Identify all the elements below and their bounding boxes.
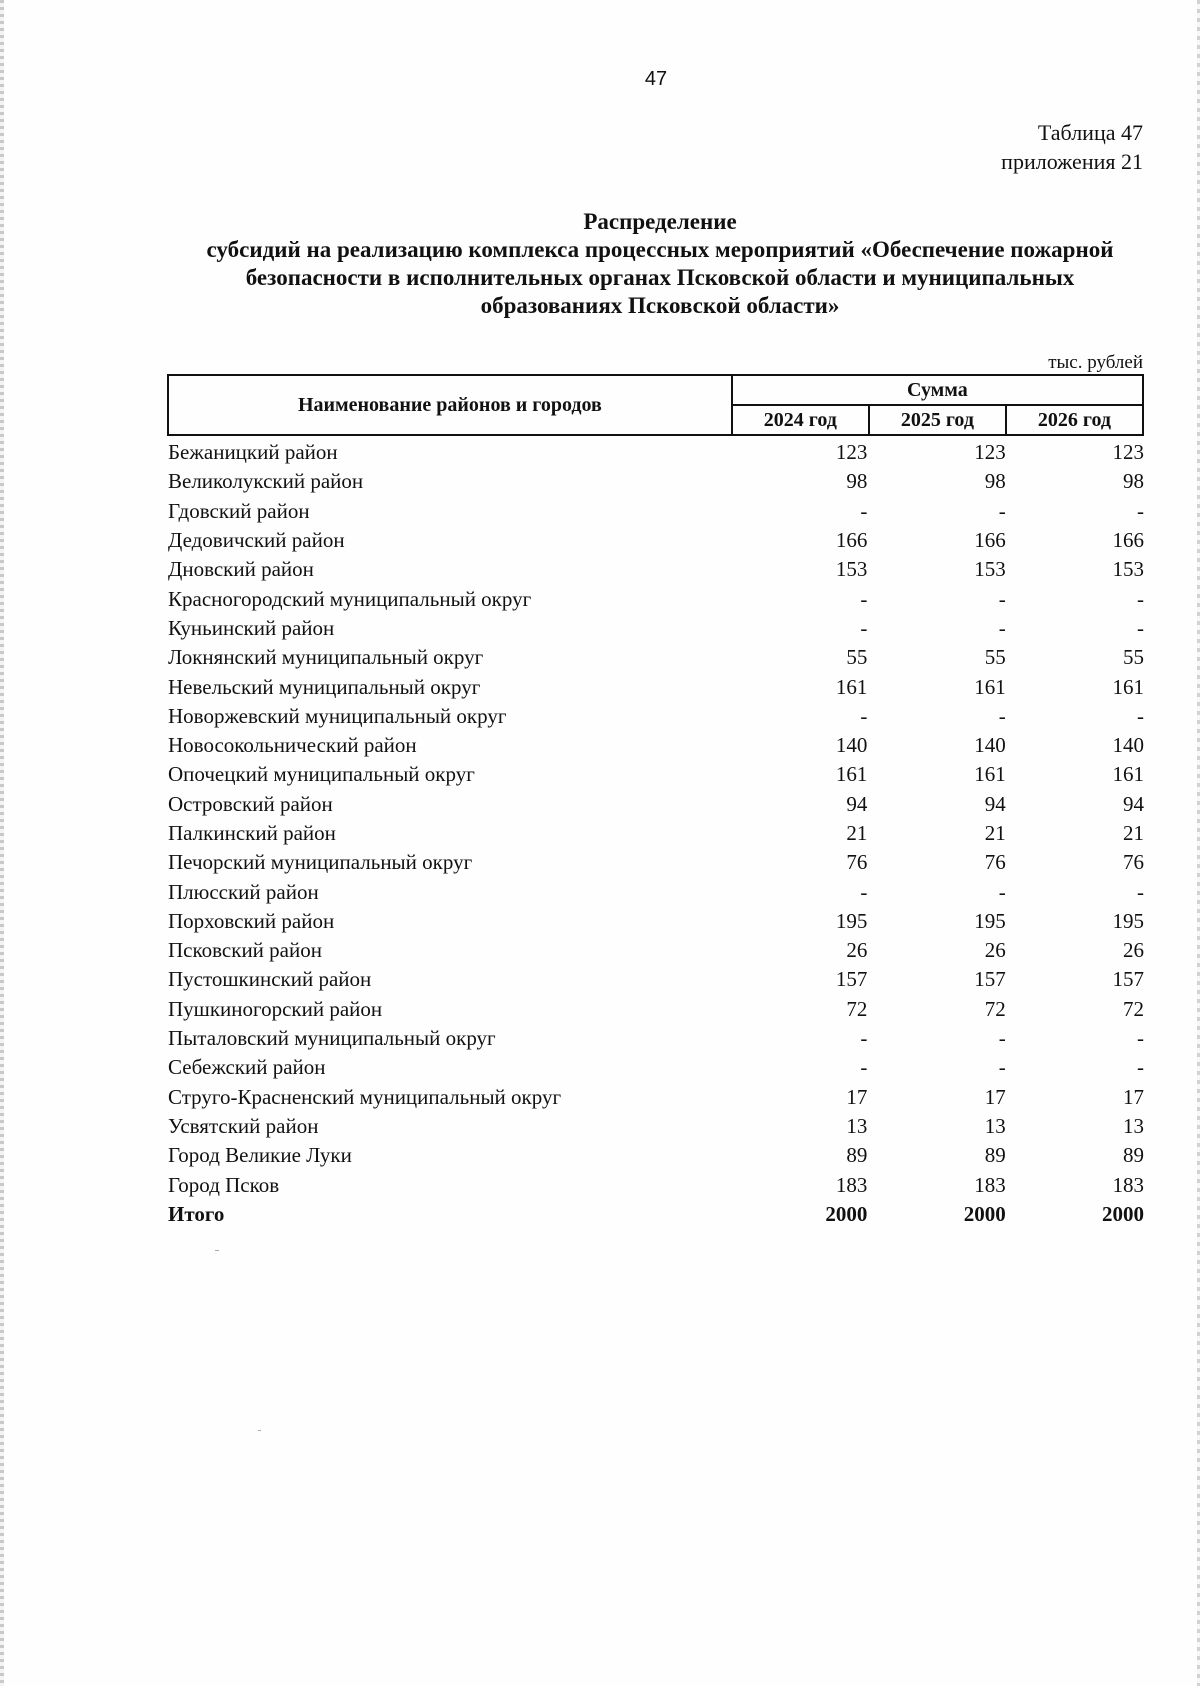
value-2025: - — [998, 1055, 1006, 1080]
district-name: Пыталовский муниципальный округ — [168, 1026, 496, 1051]
value-2024: 183 — [835, 1172, 868, 1197]
table-row — [168, 760, 1144, 789]
value-2024: 161 — [835, 762, 868, 787]
value-2025: 72 — [984, 996, 1006, 1021]
district-name: Гдовский район — [168, 498, 310, 523]
district-name: Струго-Красненский муниципальный округ — [168, 1084, 562, 1109]
value-2026: 183 — [1112, 1172, 1144, 1197]
table-row — [168, 1083, 1144, 1112]
district-name: Невельский муниципальный округ — [168, 674, 481, 699]
value-2026: 89 — [1123, 1143, 1144, 1168]
table-row — [168, 614, 1144, 643]
value-2024: - — [860, 615, 868, 640]
table-row — [168, 965, 1144, 994]
value-2025: 98 — [984, 469, 1006, 494]
table-header — [167, 374, 1144, 436]
table-row — [168, 848, 1144, 877]
value-2024: 161 — [835, 674, 868, 699]
value-2026: 17 — [1123, 1084, 1144, 1109]
value-2026: 98 — [1123, 469, 1144, 494]
table-row — [168, 438, 1144, 467]
value-2024: 140 — [835, 733, 868, 758]
table-row — [168, 555, 1144, 584]
table-row — [168, 1053, 1144, 1082]
table-ref-line-2: приложения 21 — [1001, 149, 1143, 174]
table-row — [168, 907, 1144, 936]
title-line-4: образованиях Псковской области» — [480, 293, 840, 318]
value-2026: 13 — [1123, 1113, 1144, 1138]
value-2025: 153 — [974, 557, 1006, 582]
value-2025: 89 — [984, 1143, 1006, 1168]
table-body — [168, 438, 1144, 1229]
value-2026: 140 — [1112, 733, 1144, 758]
table-row — [168, 790, 1144, 819]
value-2026: 123 — [1112, 440, 1144, 465]
value-2024: 166 — [835, 528, 868, 553]
value-2026: - — [1137, 1055, 1144, 1080]
value-2024: 17 — [846, 1084, 868, 1109]
value-2026: 21 — [1123, 821, 1144, 845]
value-2024: 195 — [835, 908, 868, 933]
value-2024: 72 — [846, 996, 868, 1021]
value-2026: 94 — [1123, 791, 1144, 816]
scan-speck — [258, 1430, 261, 1431]
district-name: Пушкиногорский район — [168, 996, 383, 1021]
district-name: Себежский район — [168, 1055, 326, 1080]
value-2025: 94 — [984, 791, 1006, 816]
value-2024: 153 — [835, 557, 868, 582]
district-name: Опочецкий муниципальный округ — [168, 762, 475, 787]
value-2026: 153 — [1112, 557, 1144, 582]
district-name: Пустошкинский район — [168, 967, 372, 992]
district-name: Порховский район — [168, 908, 335, 933]
district-name: Дновский район — [168, 557, 314, 582]
page-number: 47 — [644, 68, 668, 90]
title-line-1: Распределение — [583, 209, 737, 234]
value-2025: 26 — [984, 938, 1006, 963]
value-2024: 94 — [846, 791, 868, 816]
value-2025: 183 — [974, 1172, 1006, 1197]
scan-speck — [215, 1250, 219, 1251]
value-2025: 13 — [984, 1113, 1006, 1138]
total-row — [168, 1200, 1144, 1229]
value-2026: - — [1137, 586, 1144, 611]
district-name: Локнянский муниципальный округ — [168, 645, 484, 670]
district-name: Дедовичский район — [168, 528, 345, 553]
district-name: Великолукский район — [168, 469, 364, 494]
district-name: Островский район — [168, 791, 333, 816]
value-2024: - — [860, 1055, 868, 1080]
value-2024: 89 — [846, 1143, 868, 1168]
table-row — [168, 467, 1144, 496]
value-2025: 76 — [984, 850, 1006, 875]
value-2026: - — [1137, 615, 1144, 640]
value-2024: 26 — [846, 938, 868, 963]
district-name: Новоржевский муниципальный округ — [168, 703, 507, 728]
scan-edge-left — [0, 0, 4, 1686]
table-row — [168, 1024, 1144, 1053]
value-2026: - — [1137, 879, 1144, 904]
value-2025: 17 — [984, 1084, 1006, 1109]
value-2025: 123 — [974, 440, 1006, 465]
title-line-3: безопасности в исполнительных органах Псковской области и муниципальных — [245, 265, 1075, 290]
value-2025: - — [998, 615, 1006, 640]
value-2024: 157 — [835, 967, 868, 992]
value-2025: 166 — [974, 528, 1006, 553]
value-2026: 161 — [1112, 674, 1144, 699]
table-row — [168, 584, 1144, 613]
value-2025: 140 — [974, 733, 1006, 758]
table-row — [168, 1141, 1144, 1170]
value-2024: 123 — [835, 440, 868, 465]
value-2024: 13 — [846, 1113, 868, 1138]
district-name: Палкинский район — [168, 821, 336, 845]
value-2025: - — [998, 586, 1006, 611]
document-title — [160, 208, 1160, 320]
value-2026: - — [1137, 703, 1144, 728]
value-2026: 26 — [1123, 938, 1144, 963]
value-2026: 72 — [1123, 996, 1144, 1021]
value-2026: 76 — [1123, 850, 1144, 875]
value-2024: - — [860, 586, 868, 611]
header-name-column: Наименование районов и городов — [168, 375, 732, 435]
value-2026: 161 — [1112, 762, 1144, 787]
table-row — [168, 702, 1144, 731]
value-2024: 21 — [846, 821, 868, 845]
data-table — [168, 438, 1144, 1229]
value-2025: 195 — [974, 908, 1006, 933]
district-name: Псковский район — [168, 938, 322, 963]
district-name: Куньинский район — [168, 615, 335, 640]
value-2025: - — [998, 879, 1006, 904]
table-row — [168, 1170, 1144, 1199]
value-2025: 161 — [974, 674, 1006, 699]
value-2024: - — [860, 879, 868, 904]
district-name: Усвятский район — [168, 1113, 319, 1138]
total-value-2024: 2000 — [825, 1201, 868, 1226]
district-name: Красногородский муниципальный округ — [168, 586, 532, 611]
title-line-2: субсидий на реализацию комплекса процессных мероприятий «Обеспечение пожарной — [206, 237, 1114, 262]
total-value-2026: 2000 — [1102, 1201, 1144, 1226]
value-2025: 157 — [974, 967, 1006, 992]
table-reference — [1001, 118, 1143, 176]
value-2026: 195 — [1112, 908, 1144, 933]
table-row — [168, 731, 1144, 760]
value-2024: - — [860, 703, 868, 728]
header-year-2024: 2024 год — [732, 405, 869, 435]
table-row — [168, 995, 1144, 1024]
value-2024: 76 — [846, 850, 868, 875]
table-row — [168, 497, 1144, 526]
total-value-2025: 2000 — [963, 1201, 1006, 1226]
value-2025: - — [998, 1026, 1006, 1051]
value-2026: - — [1137, 498, 1144, 523]
value-2026: 157 — [1112, 967, 1144, 992]
value-2025: 161 — [974, 762, 1006, 787]
value-2024: - — [860, 498, 868, 523]
header-year-2025: 2025 год — [869, 405, 1006, 435]
district-name: Город Псков — [168, 1172, 280, 1197]
value-2025: - — [998, 703, 1006, 728]
table-row — [168, 936, 1144, 965]
value-2024: 55 — [846, 645, 868, 670]
table-ref-line-1: Таблица 47 — [1037, 120, 1143, 145]
value-2024: - — [860, 1026, 868, 1051]
value-2025: 21 — [984, 821, 1006, 845]
value-2026: 55 — [1123, 645, 1144, 670]
district-name: Печорский муниципальный округ — [168, 850, 473, 875]
value-2026: 166 — [1112, 528, 1144, 553]
unit-label: тыс. рублей — [1048, 352, 1143, 373]
header-year-2026: 2026 год — [1006, 405, 1143, 435]
district-name: Плюсский район — [168, 879, 319, 904]
table-row — [168, 672, 1144, 701]
header-sum: Сумма — [732, 375, 1143, 405]
table-row — [168, 1112, 1144, 1141]
value-2026: - — [1137, 1026, 1144, 1051]
district-name: Новосокольнический район — [168, 733, 417, 758]
value-2025: - — [998, 498, 1006, 523]
table-row — [168, 877, 1144, 906]
table-row — [168, 526, 1144, 555]
table-row — [168, 643, 1144, 672]
value-2025: 55 — [984, 645, 1006, 670]
total-label: Итого — [168, 1201, 225, 1226]
table-row — [168, 819, 1144, 848]
district-name: Город Великие Луки — [168, 1143, 352, 1168]
value-2024: 98 — [846, 469, 868, 494]
district-name: Бежаницкий район — [168, 440, 338, 465]
